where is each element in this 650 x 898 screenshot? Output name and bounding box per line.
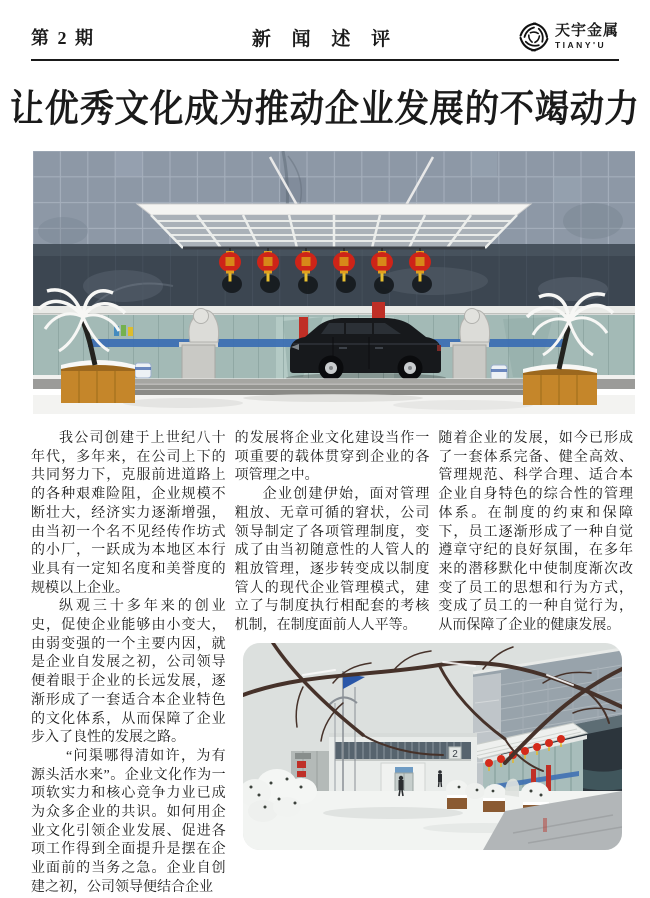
paragraph: 的发展将企业文化建设当作一项重要的载体贯穿到企业的各项管理之中。 [234,431,430,484]
header-rule [31,59,619,61]
headquarters-entrance-illustration [33,151,635,414]
logo-name-cn: 天宇金属 [554,23,619,40]
top-photo [33,151,635,414]
factory-yard-illustration [243,643,622,850]
paragraph: 纵观三十多年来的创业史，促使企业能够由小变大，由弱变强的一个主要内因，就是企业自发展之初，公司领导便着眼于企业的长远发展，逐渐形成了一套适合本企业特色的文化体系，从而保障了企业步入了良性的发展之路。 [31,599,226,746]
paragraph: 我公司创建于上世纪八十年代，多年来，在公司上下的共同努力下，克服前进道路上的各种艰难险阻，企业规模不断壮大，经济实力逐渐增强，由当初一个名不见经传作坊式的小厂，一跃成为本地区本行业具有一定知名度和美誉度的规模以上企业。 [31,431,226,596]
paragraph: 企业创建伊始，面对管理粗放、无章可循的窘状，公司领导制定了各项管理制度，变成了由当初随意性的人管人的粗放管理，逐步转变成以制度管人的现代企业管理模式，建立了与制度执行相配套的考核机制，在制度面前人人平等。 [234,487,430,634]
paragraph: “问渠哪得清如许，为有源头活水来”。企业文化作为一项软实力和核心竞争力业已成为众多企业的共识。如何用企业文化引领企业发展、促进各项工作得到全面提升是摆在企业面前的当务之急。企业自创建之初，公司领导便结合企业 [31,748,226,895]
paragraph: 随着企业的发展，如今已形成了一套体系完备、健全高效、管理规范、科学合理、适合本企业自身特色的综合性的管理体系。在制度的约束和保障下，员工逐渐形成了一种自觉遵章守纪的良好氛围，在多年来的潜移默化中使制度渐次改变了员工的思想和行为方式，变成了员工的一种自觉行为，从而保障了企业的健康发展。 [438,431,634,634]
brand-logo [518,21,619,53]
article-title: 让优秀文化成为推动企业发展的不竭动力 [9,87,641,132]
column-1 [31,430,226,898]
bottom-photo [243,643,622,850]
logo-swirl-icon [518,21,550,53]
issue-label: 第 2 期 [31,28,95,48]
building-label: 2 [452,749,458,760]
page-header [31,0,619,54]
logo-name-en: TIANY'U [554,40,607,51]
masthead-title: 新 闻 述 评 [251,28,399,50]
